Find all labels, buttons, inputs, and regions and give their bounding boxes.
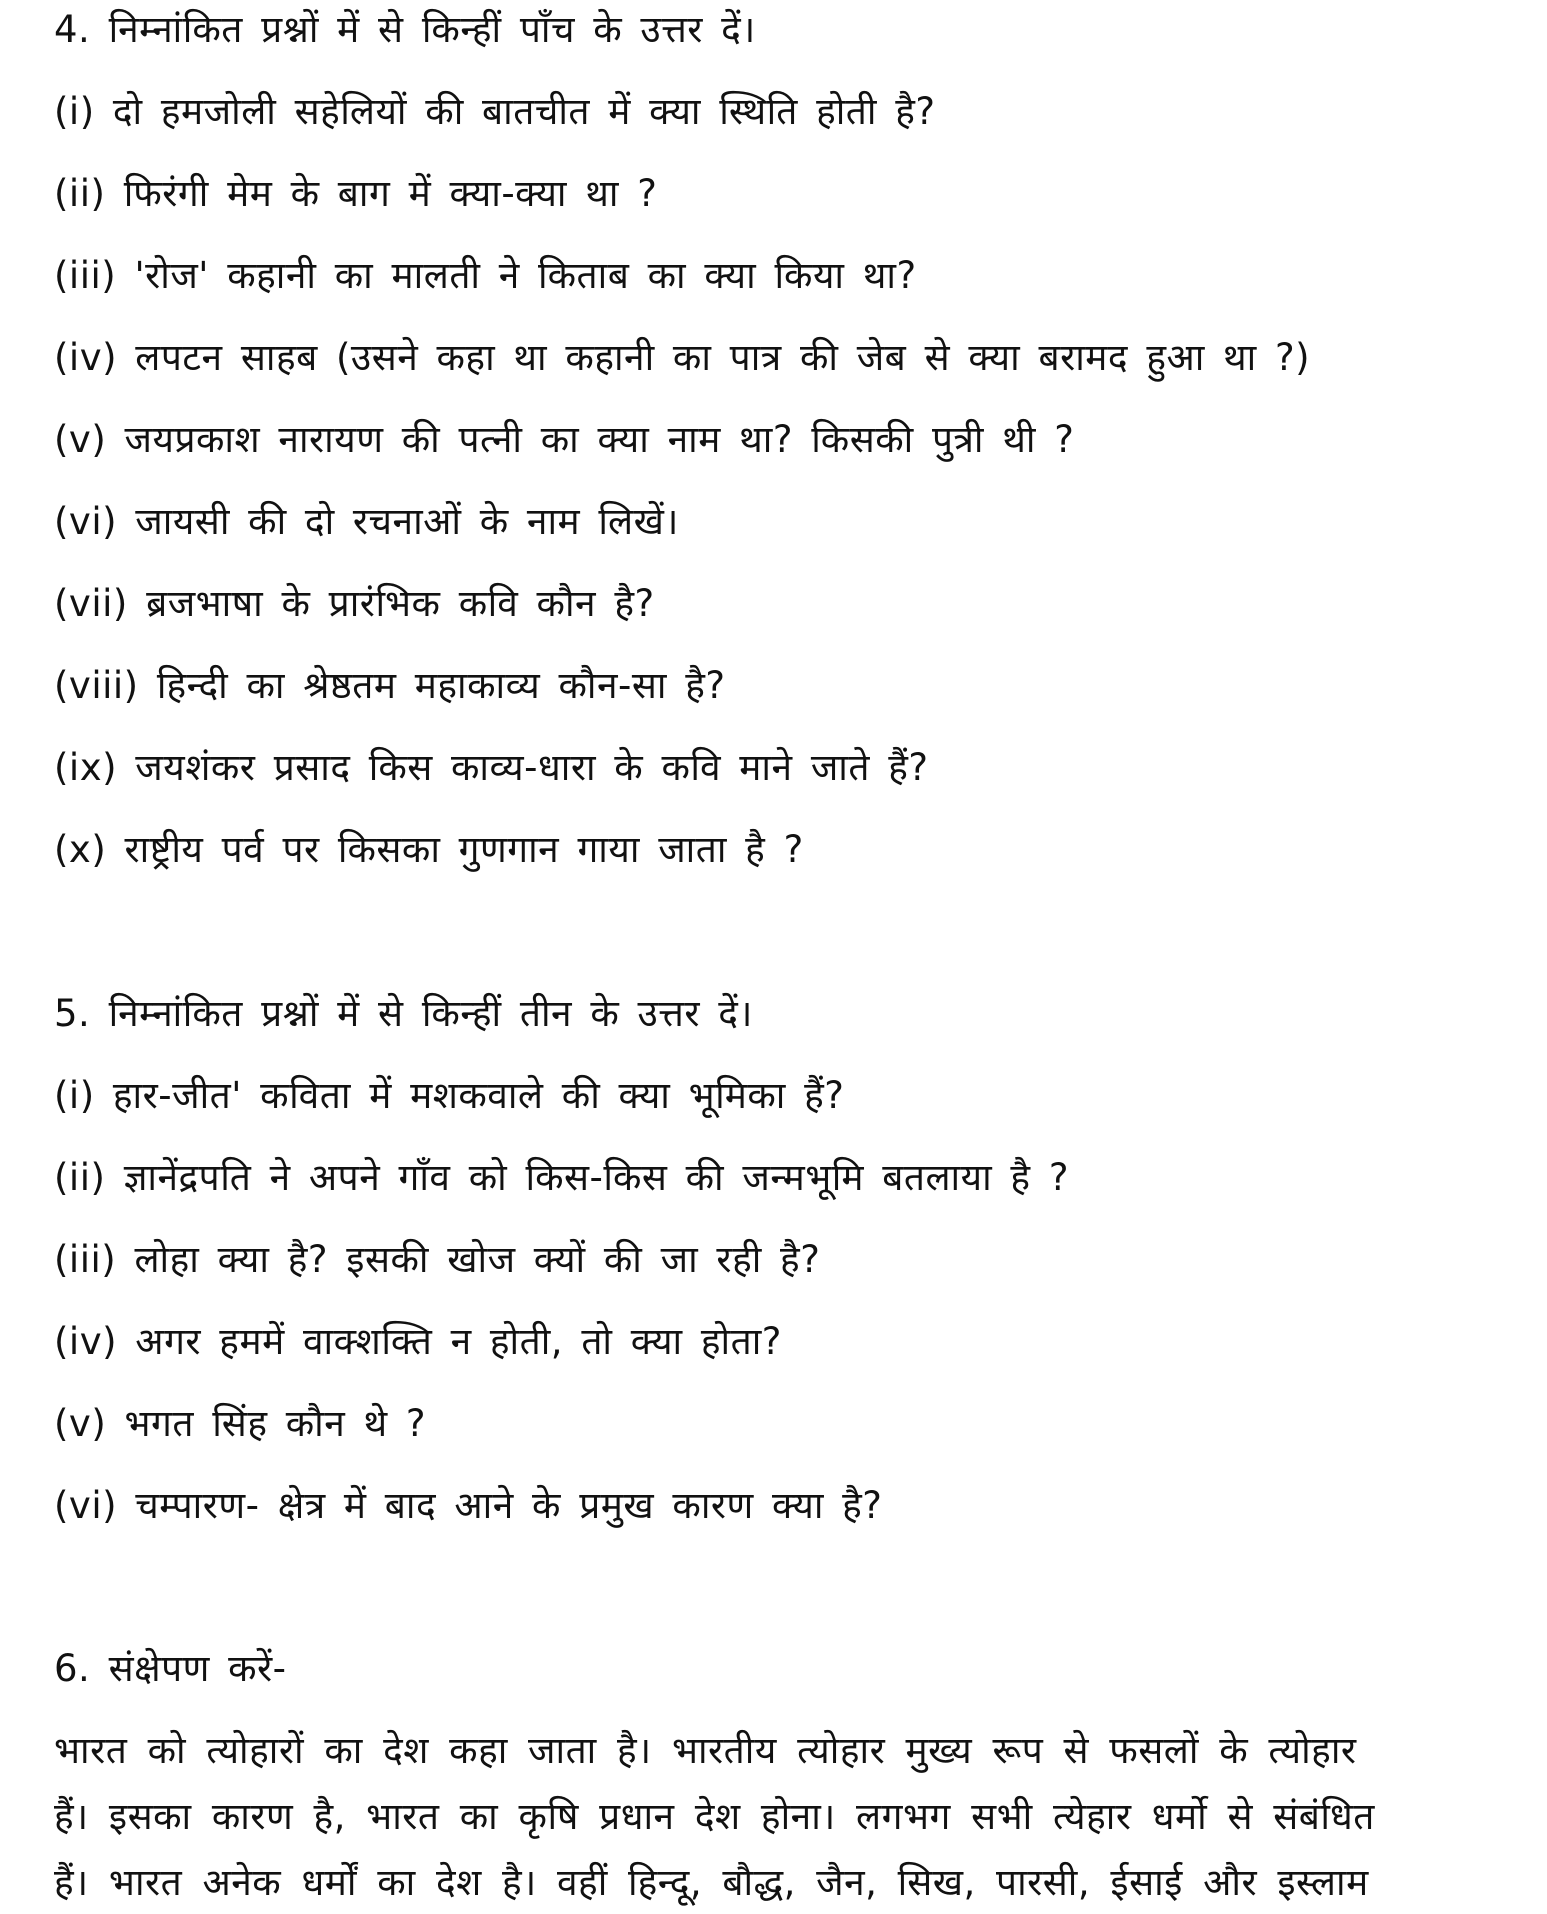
q6-paragraph-line-1: भारत को त्योहारों का देश कहा जाता है। भारतीय त्योहार मुख्य रूप से फसलों के त्योहार: [54, 1729, 1357, 1772]
q4-item-iv: (iv) लपटन साहब (उसने कहा था कहानी का पात्र की जेब से क्या बरामद हुआ था ?): [54, 336, 1311, 379]
q5-item-ii: (ii) ज्ञानेंद्रपति ने अपने गाँव को किस-किस की जन्मभूमि बतलाया है ?: [54, 1156, 1069, 1199]
q4-item-i: (i) दो हमजोली सहेलियों की बातचीत में क्या स्थिति होती है?: [54, 90, 936, 133]
q5-item-iii: (iii) लोहा क्या है? इसकी खोज क्यों की जा रही है?: [54, 1238, 821, 1281]
q4-item-iii: (iii) 'रोज' कहानी का मालती ने किताब का क्या किया था?: [54, 254, 917, 297]
q4-item-ix: (ix) जयशंकर प्रसाद किस काव्य-धारा के कवि माने जाते हैं?: [54, 746, 929, 789]
q6-paragraph-line-2: हैं। इसका कारण है, भारत का कृषि प्रधान देश होना। लगभग सभी त्येहार धर्मो से संबंधित: [54, 1795, 1375, 1838]
q6-heading: 6. संक्षेपण करें-: [54, 1647, 287, 1690]
q4-heading: 4. निम्नांकित प्रश्नों में से किन्हीं पाँच के उत्तर दें।: [54, 8, 756, 51]
q5-item-i: (i) हार-जीत' कविता में मशकवाले की क्या भूमिका हैं?: [54, 1074, 845, 1117]
q4-item-x: (x) राष्ट्रीय पर्व पर किसका गुणगान गाया जाता है ?: [54, 828, 804, 871]
q4-item-viii: (viii) हिन्दी का श्रेष्ठतम महाकाव्य कौन-सा है?: [54, 664, 726, 707]
q5-item-iv: (iv) अगर हममें वाक्शक्ति न होती, तो क्या होता?: [54, 1320, 782, 1363]
q4-item-v: (v) जयप्रकाश नारायण की पत्नी का क्या नाम था? किसकी पुत्री थी ?: [54, 418, 1075, 461]
q5-item-v: (v) भगत सिंह कौन थे ?: [54, 1402, 427, 1445]
q5-heading: 5. निम्नांकित प्रश्नों में से किन्हीं तीन के उत्तर दें।: [54, 992, 753, 1035]
document-page: [54, 0, 1494, 1914]
q4-item-ii: (ii) फिरंगी मेम के बाग में क्या-क्या था ?: [54, 172, 658, 215]
q4-item-vi: (vi) जायसी की दो रचनाओं के नाम लिखें।: [54, 500, 679, 543]
q6-paragraph-line-3: हैं। भारत अनेक धर्मों का देश है। वहीं हिन्दू, बौद्ध, जैन, सिख, पारसी, ईसाई और इस्लाम: [54, 1861, 1369, 1904]
q4-item-vii: (vii) ब्रजभाषा के प्रारंभिक कवि कौन है?: [54, 582, 655, 625]
q5-item-vi: (vi) चम्पारण- क्षेत्र में बाद आने के प्रमुख कारण क्या है?: [54, 1484, 883, 1527]
